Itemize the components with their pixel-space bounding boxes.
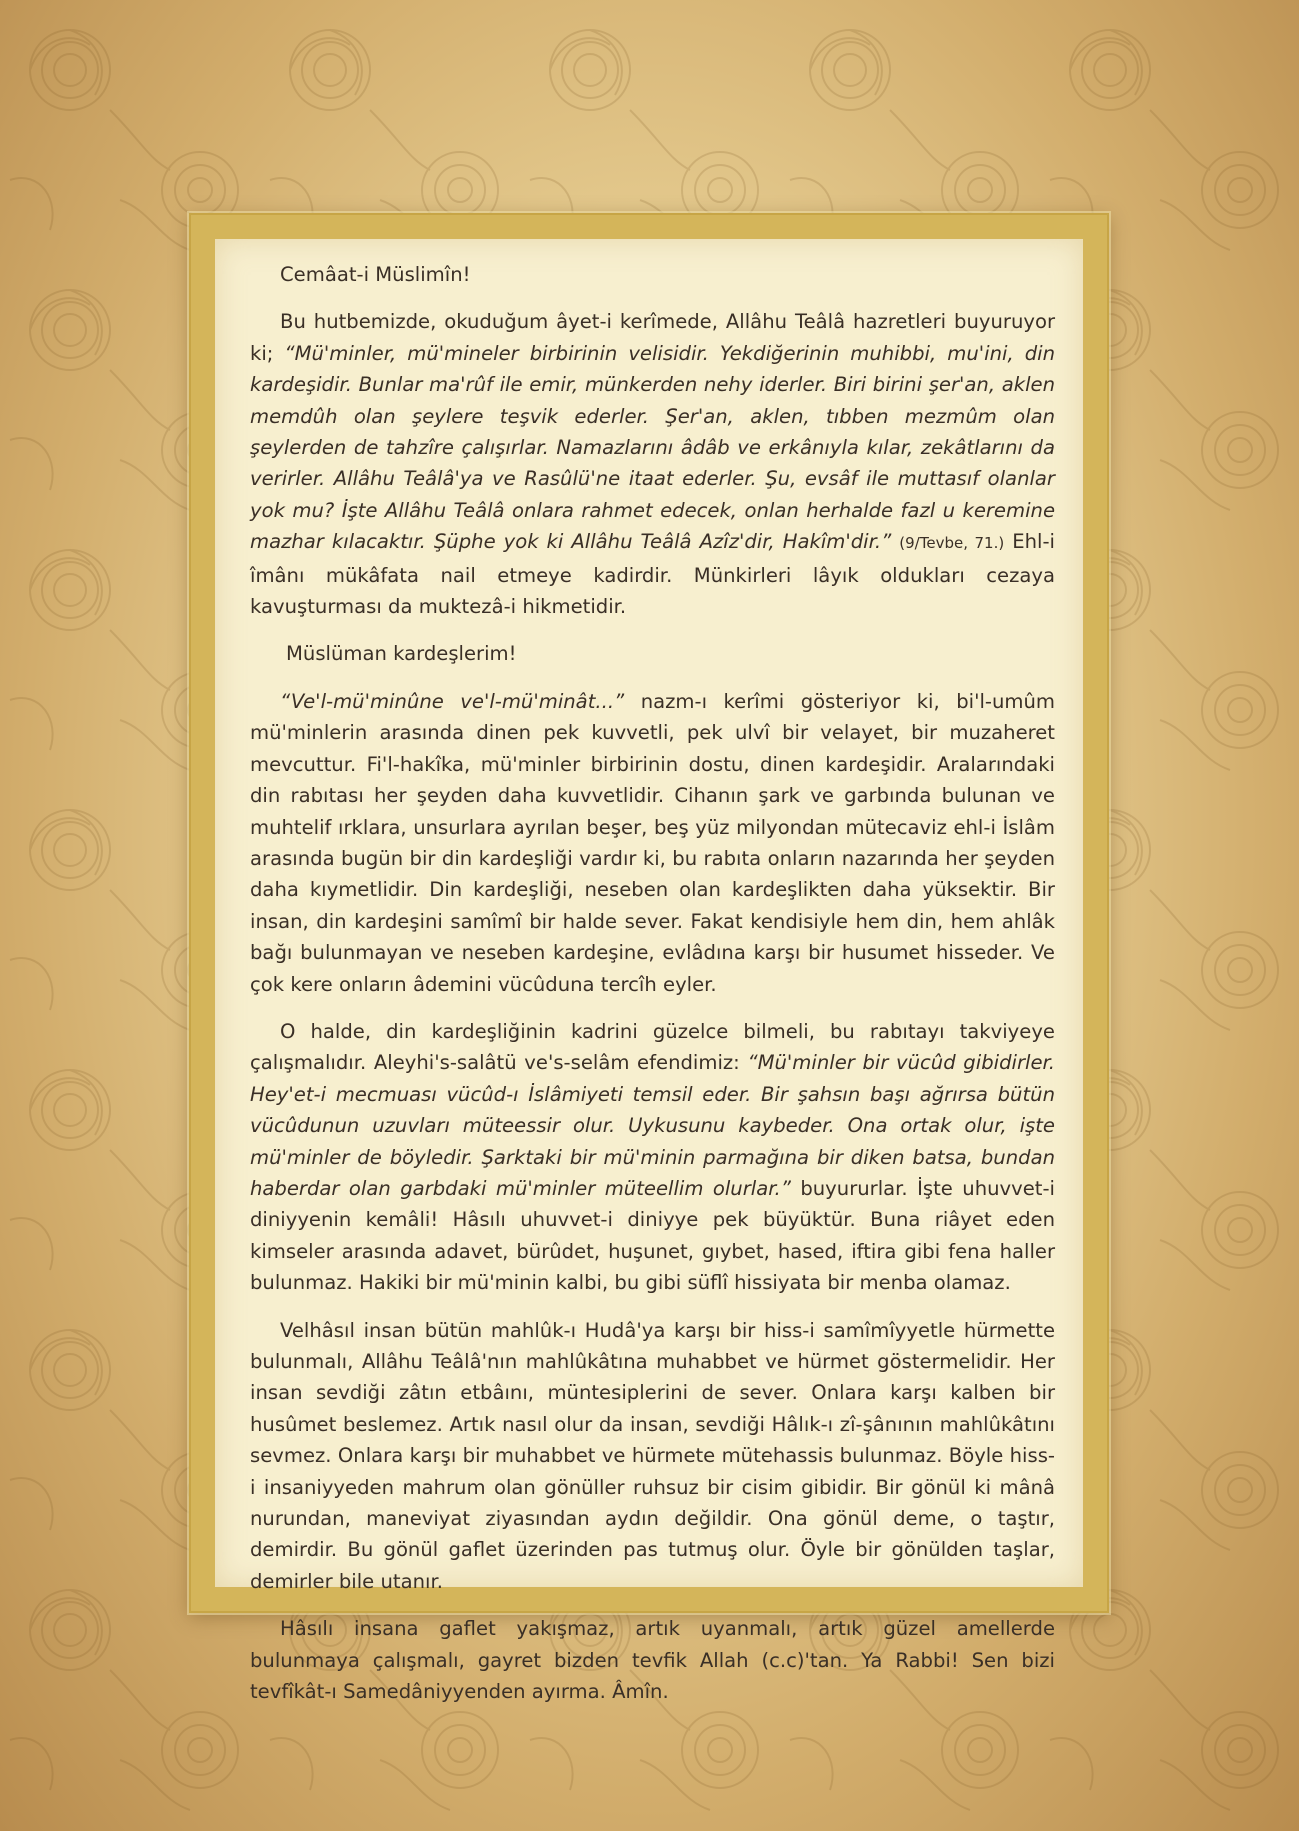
hadith-intro: O halde, din kardeşliğinin kadrini güzelce bilmeli, bu rabıtayı takviyeye çalışmalıdır. Aleyhi's-salâtü ve's-selâm efendimiz: — [250, 1019, 1055, 1075]
paragraph-brotherhood — [250, 686, 1055, 1000]
brothers-heading: Müslüman kardeşlerim! — [286, 642, 517, 666]
sermon-text — [250, 259, 1055, 1723]
text-panel — [215, 239, 1083, 1704]
hadith-quote: “Mü'minler bir vücûd gibidirler. Hey'et-i mecmuası vücûd-ı İslâmiyeti temsil eder. Bir şahsın başı ağrırsa bütün vücûdunun uzuvları müteessir olur. Uykusunu kaybeder. Ona ortak olur, işte mü'minler de böyledir. Şarktaki bir mü'minin parmağına bir diken batsa, bundan haberdar olan garbdaki mü'minler müteellim olurlar.” — [250, 1051, 1055, 1200]
verse-intro: Bu hutbemizde, okuduğum âyet-i kerîmede, Allâhu Teâlâ hazretleri buyuruyor ki; — [250, 310, 1055, 365]
paragraph-closing: Hâsılı insana gaflet yakışmaz, artık uyanmalı, artık güzel amellerde bulunmaya çalışmalı, gayret bizden tevfik Allah (c.c)'tan. Ya Rabbi! Sen bizi tevfîkât-ı Samedâniyyenden ayırma. Âmîn. — [250, 1617, 1055, 1704]
brotherhood-quote: “Ve'l-mü'minûne ve'l-mü'minât...” — [280, 689, 625, 713]
gold-frame — [189, 213, 1109, 1704]
verse-quote: “Mü'minler, mü'mineler birbirinin velisidir. Yekdiğerinin muhibbi, mu'ini, din kardeşidir. Bunlar ma'rûf ile emir, münkerden nehy iderler. Biri birini şer'an, aklen memdûh olan şeylere teşvik ederler. Şer'an, aklen, tıbben mezmûm olan şeylerden de tahzîre çalışırlar. Namazlarını âdâb ve erkânıyla kılar, zekâtlarını da verirler. Allâhu Teâlâ'ya ve Rasûlü'ne itaat ederler. Şu, evsâf ile muttasıf olanlar yok mu? İşte Allâhu Teâlâ onlara rahmet edecek, onlan herhalde fazl u keremine mazhar kılacaktır. Şüphe yok ki Allâhu Teâlâ Azîz'dir, Hakîm'dir.” — [250, 341, 1055, 554]
brotherhood-rest: nazm-ı kerîmi gösteriyor ki, bi'l-umûm mü'minlerin arasında dinen pek kuvvetli, pek ulvî bir velayet, bir muzaheret mevcuttur. Fi'l-hakîka, mü'minler birbirinin dostu, dinen kardeşidir. Aralarındaki din rabıtası her şeyden daha kuvvetlidir. Cihanın şark ve garbında bulunan ve muhtelif ırklara, unsurlara ayrılan beşer, beş yüz milyondan mütecaviz ehl-i İslâm arasında bugün bir din kardeşliği vardır ki, bu rabıta onların nazarında her şeyden daha kıymetlidir. Din kardeşliği, neseben olan kardeşlikten daha yüksektir. Bir insan, din kardeşini samîmî bir halde sever. Fakat kendisiyle hem din, hem ahlâk bağı bulunmayan ve neseben kardeşine, evlâdına karşı bir husumet hisseder. Ve çok kere onların âdemini vücûduna tercîh eyler. — [250, 689, 1055, 996]
paragraph-hadith — [250, 1016, 1055, 1299]
verse-reference: (9/Tevbe, 71.) — [899, 534, 1005, 553]
greeting-heading: Cemâat-i Müslimîn! — [280, 263, 471, 286]
hadith-rest: buyururlar. İşte uhuvvet-i diniyyenin kemâli! Hâsılı uhuvvet-i diniyye pek büyüktür. Buna riâyet eden kimseler arasında adavet, bürûdet, huşunet, gıybet, hased, iftira gibi fena haller bulunmaz. Hakiki bir mü'minin kalbi, bu gibi süflî hissiyata bir menba olamaz. — [250, 1176, 1055, 1295]
paragraph-verse — [250, 306, 1055, 622]
verse-rest: Ehl-i îmânı mükâfata nail etmeye kadirdir. Münkirleri lâyık oldukları cezaya kavuşturması da muktezâ-i hikmetidir. — [250, 530, 1055, 619]
paragraph-respect: Velhâsıl insan bütün mahlûk-ı Hudâ'ya karşı bir hiss-i samîmîyyetle hürmette bulunmalı, Allâhu Teâlâ'nın mahlûkâtına muhabbet ve hürmet göstermelidir. Her insan sevdiği zâtın etbâını, müntesiplerini de sever. Onlara karşı kalben bir husûmet beslemez. Artık nasıl olur da insan, sevdiği Hâlık-ı zî-şânının mahlûkâtını sevmez. Onlara karşı bir muhabbet ve hürmete mütehassis bulunmaz. Böyle hiss-i insaniyyeden mahrum olan gönüller ruhsuz bir cisim gibidir. Bir gönül ki mânâ nurundan, maneviyat ziyasından aydın değildir. Ona gönül deme, o taştır, demirdir. Bu gönül gaflet üzerinden pas tutmuş olur. Öyle bir gönülden taşlar, demirler bile utanır. — [250, 1318, 1055, 1593]
